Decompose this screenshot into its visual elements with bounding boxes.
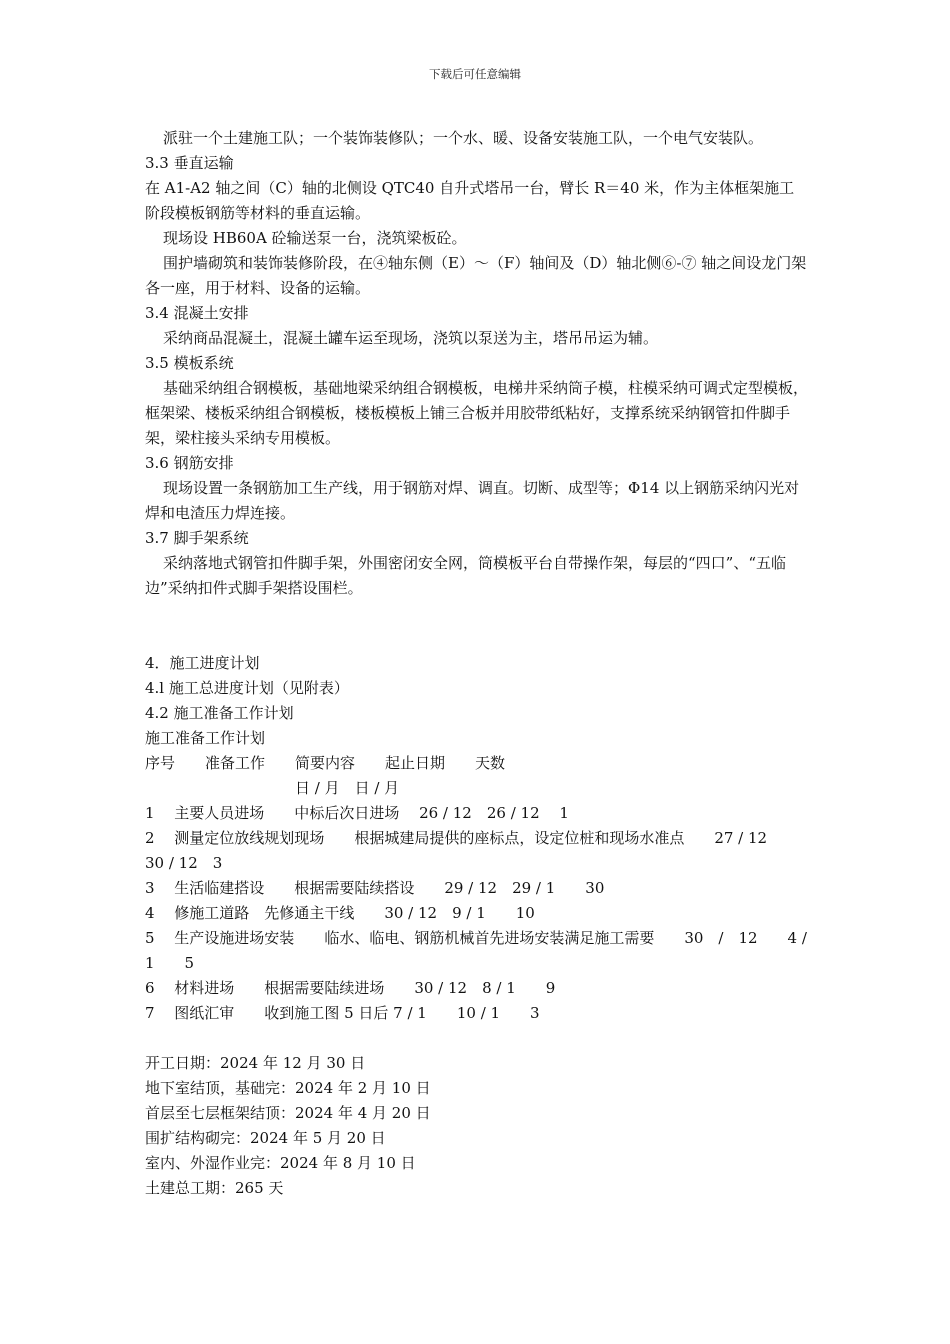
paragraph-tower-crane: 在 A1-A2 轴之间（C）轴的北侧设 QTC40 自升式塔吊一台，臂长 R＝40 米，作为主体框架施工阶段模板钢筋等材料的垂直运输。 xyxy=(145,179,795,222)
heading-4: 4．施工进度计划 xyxy=(145,654,260,672)
heading-4-1: 4.l 施工总进度计划（见附表） xyxy=(145,679,349,697)
milestone-basement: 地下室结顶，基础完：2024 年 2 月 10 日 xyxy=(145,1079,431,1097)
paragraph-concrete: 采纳商品混凝土，混凝土罐车运至现场，浇筑以泵送为主，塔吊吊运为辅。 xyxy=(163,329,659,347)
paragraph-formwork: 基础采纳组合钢模板，基础地梁采纳组合钢模板，电梯井采纳筒子模，柱模采纳可调式定型模板，框架梁、楼板采纳组合钢模板，楼板模板上铺三合板并用胶带纸粘好，支撑系统采纳钢管扣件脚手架，梁柱接头采纳专用模板。 xyxy=(145,379,809,447)
document-body xyxy=(145,126,812,1201)
heading-3-3: 3.3 垂直运输 xyxy=(145,154,234,172)
heading-3-4: 3.4 混凝土安排 xyxy=(145,304,249,322)
milestone-total: 土建总工期：265 天 xyxy=(145,1179,284,1197)
heading-3-7: 3.7 脚手架系统 xyxy=(145,529,249,547)
table-row: 2 测量定位放线规划现场 根据城建局提供的座标点，设定位桩和现场水准点 27 / 12 30 / 12 3 xyxy=(145,829,798,872)
milestone-masonry: 围扩结构砌完：2024 年 5 月 20 日 xyxy=(145,1129,386,1147)
paragraph-scaffold: 采纳落地式钢管扣件脚手架，外围密闭安全网，筒模板平台自带操作架，每层的“四口”、“五临边”采纳扣件式脚手架搭设围栏。 xyxy=(145,554,787,597)
heading-3-6: 3.6 钢筋安排 xyxy=(145,454,234,472)
heading-3-5: 3.5 模板系统 xyxy=(145,354,234,372)
paragraph-concrete-pump: 现场设 HB60A 砼输送泵一台，浇筑梁板砼。 xyxy=(163,229,467,247)
paragraph-gantry: 围护墙砌筑和装饰装修阶段，在④轴东侧（E）～（F）轴间及（D）轴北侧⑥-⑦ 轴之间设龙门架各一座，用于材料、设备的运输。 xyxy=(145,254,807,297)
table-row: 6 材料进场 根据需要陆续进场 30 / 12 8 / 1 9 xyxy=(145,979,556,997)
table-row: 1 主要人员进场 中标后次日进场 26 / 12 26 / 12 1 xyxy=(145,804,569,822)
heading-4-2: 4.2 施工准备工作计划 xyxy=(145,704,294,722)
page-header: 下载后可任意编辑 xyxy=(429,67,521,81)
table-row: 7 图纸汇审 收到施工图 5 日后 7 / 1 10 / 1 3 xyxy=(145,1004,540,1022)
milestone-start: 开工日期：2024 年 12 月 30 日 xyxy=(145,1054,366,1072)
table-row: 3 生活临建搭设 根据需要陆续搭设 29 / 12 29 / 1 30 xyxy=(145,879,605,897)
table-row: 4 修施工道路 先修通主干线 30 / 12 9 / 1 10 xyxy=(145,904,535,922)
table-subheader-row: 日 / 月 日 / 月 xyxy=(145,779,400,797)
milestone-frame: 首层至七层框架结顶：2024 年 4 月 20 日 xyxy=(145,1104,431,1122)
table-row: 5 生产设施进场安装 临水、临电、钢筋机械首先进场安装满足施工需要 30 / 12 4 / 1 5 xyxy=(145,929,812,972)
paragraph-teams: 派驻一个土建施工队；一个装饰装修队；一个水、暖、设备安装施工队，一个电气安装队。 xyxy=(163,129,764,147)
table-header-row: 序号 准备工作 简要内容 起止日期 天数 xyxy=(145,754,506,772)
milestone-wet-work: 室内、外湿作业完：2024 年 8 月 10 日 xyxy=(145,1154,416,1172)
table-title: 施工准备工作计划 xyxy=(145,729,266,747)
paragraph-rebar: 现场设置一条钢筋加工生产线，用于钢筋对焊、调直。切断、成型等；Φ14 以上钢筋采纳闪光对焊和电渣压力焊连接。 xyxy=(145,479,800,522)
